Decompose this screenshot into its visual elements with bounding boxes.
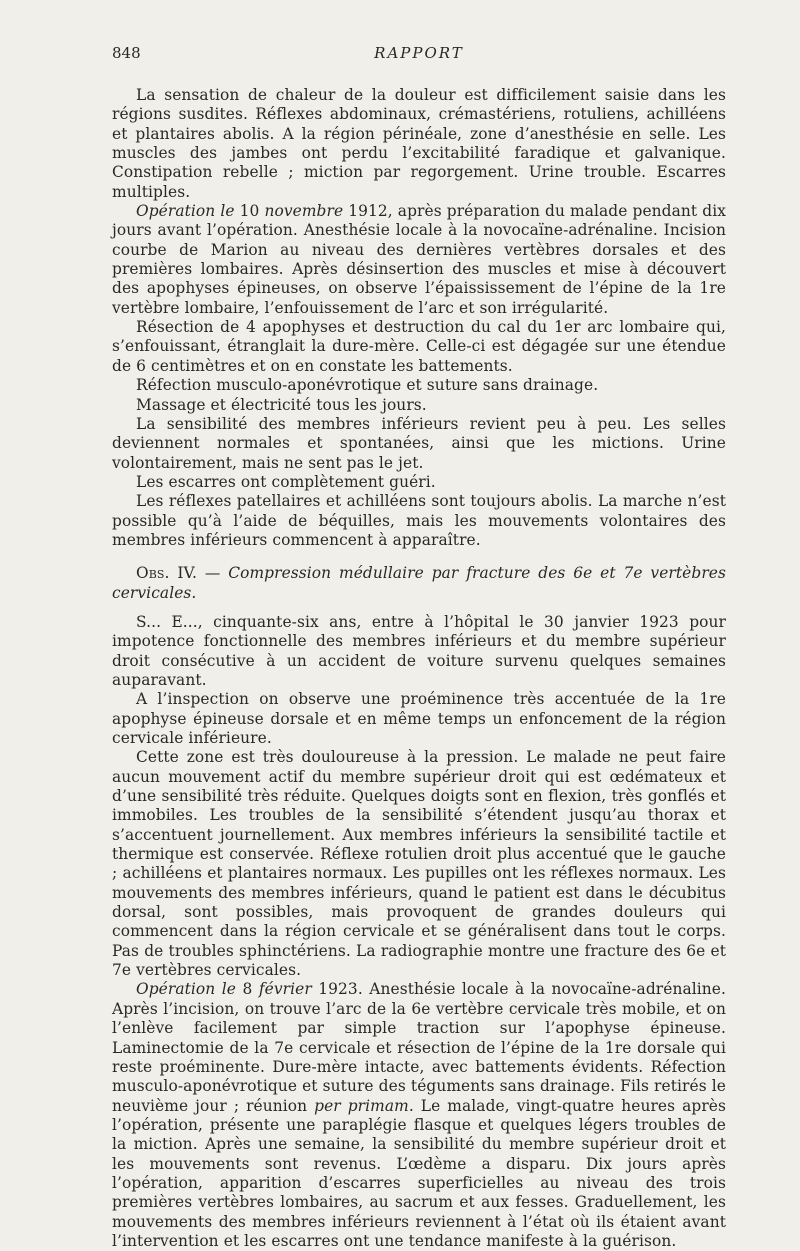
body-text <box>112 86 726 1251</box>
paragraph-text: 1923. Anesthésie locale à la novocaïne-adrénaline. Après l’incision, on trouve l’arc de la 6e vertèbre cervicale très mobile, et on l’enlève facilement par simple traction sur l’apophyse épineuse. Laminectomie de la 7e cervicale et résection de l’épine de la 1re dorsale qui reste proéminente. Dure-mère intacte, avec battements évidents. Réfection musculo-aponévrotique et suture des téguments sans drainage. Fils retirés le neuvième jour ; réunion <box>112 980 726 1115</box>
paragraph: S... E..., cinquante-six ans, entre à l’hôpital le 30 janvier 1923 pour impotence fonctionnelle des membres inférieurs et du membre supérieur droit consécutive à un accident de voiture survenu quelques semaines auparavant. <box>112 612 726 689</box>
page-header <box>112 44 726 68</box>
page-number: 848 <box>112 44 141 62</box>
paragraph: Cette zone est très douloureuse à la pression. Le malade ne peut faire aucun mouvement actif du membre supérieur droit qui est œdémateux et d’une sensibilité très réduite. Quelques doigts sont en flexion, très gonflés et immobiles. Les troubles de la sensibilité s’étendent jusqu’au thorax et s’accentuent journellement. Aux membres inférieurs la sensibilité tactile et thermique est conservée. Réflexe rotulien droit plus accentué que le gauche ; achilléens et plantaires normaux. Les pupilles ont les réflexes normaux. Les mouvements des membres inférieurs, quand le patient est dans le décubitus dorsal, sont possibles, mais provoquent de grandes douleurs qui commencent dans la région cervicale et se généralisent dans tout le corps. Pas de troubles sphinctériens. La radiographie montre une fracture des 6e et 7e vertèbres cervicales. <box>112 748 726 980</box>
paragraph: Résection de 4 apophyses et destruction du cal du 1er arc lombaire qui, s’enfouissant, étranglait la dure-mère. Celle-ci est dégagée sur une étendue de 6 centimètres et on en constate les battements. <box>112 318 726 375</box>
paragraph: Réfection musculo-aponévrotique et suture sans drainage. <box>136 376 599 395</box>
paragraph: La sensation de chaleur de la douleur est difficilement saisie dans les régions susdites. Réflexes abdominaux, crémastériens, rotuliens, achilléens et plantaires abolis. A la région périnéale, zone d’anesthésie en selle. Les muscles des jambes ont perdu l’excitabilité faradique et galvanique. Constipation rebelle ; miction par regorgement. Urine trouble. Escarres multiples. <box>112 86 726 201</box>
paragraph-text: 1912, après préparation du malade pendant dix jours avant l’opération. Anesthésie locale à la novocaïne-adrénaline. Incision courbe de Marion au niveau des dernières vertèbres dorsales et des premières lombaires. Après désinsertion des muscles et mise à découvert des apophyses épineuses, on observe l’épaississement de l’épine de la 1re vertèbre lombaire, l’enfouissement de l’arc et son irrégularité. <box>112 202 726 317</box>
paragraph <box>112 980 726 1251</box>
date-number: 10 <box>239 202 260 221</box>
running-title: RAPPORT <box>374 44 464 62</box>
italic-lead: Opération le <box>136 980 236 999</box>
paragraph <box>112 202 726 318</box>
paragraph: A l’inspection on observe une proéminence très accentuée de la 1re apophyse épineuse dorsale et en même temps un enfoncement de la région cervicale inférieure. <box>112 690 726 747</box>
observation-label: Obs. IV. — <box>136 564 221 583</box>
paragraph: Les escarres ont complètement guéri. <box>136 472 436 491</box>
paragraph: La sensibilité des membres inférieurs revient peu à peu. Les selles deviennent normales et spontanées, ainsi que les mictions. Urine volontairement, mais ne sent pas le jet. <box>112 414 726 472</box>
observation-heading <box>112 564 726 603</box>
latin-phrase: per primam. <box>314 1096 414 1115</box>
paragraph: Massage et électricité tous les jours. <box>136 395 427 414</box>
paragraph: Les réflexes patellaires et achilléens sont toujours abolis. La marche n’est possible qu’à l’aide de béquilles, mais les mouvements volontaires des membres inférieurs commencent à apparaître. <box>112 492 726 549</box>
date-month: février <box>258 980 312 999</box>
italic-lead: Opération le <box>136 202 235 221</box>
observation-title: Compression médullaire par fracture des 6e et 7e vertèbres cervicales. <box>112 564 726 602</box>
paragraph-text: Le malade, vingt-quatre heures après l’opération, présente une paraplégie flasque et quelques légers troubles de la miction. Après une semaine, la sensibilité du membre supérieur droit et les mouvements sont revenus. L’œdème a disparu. Dix jours après l’opération, apparition d’escarres superficielles au niveau des trois premières vertèbres lombaires, au sacrum et aux fesses. Graduellement, les mouvements des membres inférieurs reviennent à l’état où ils étaient avant l’intervention et les escarres ont une tendance manifeste à la guérison. <box>112 1096 726 1250</box>
date-number: 8 <box>242 980 253 999</box>
date-month: novembre <box>264 202 344 221</box>
